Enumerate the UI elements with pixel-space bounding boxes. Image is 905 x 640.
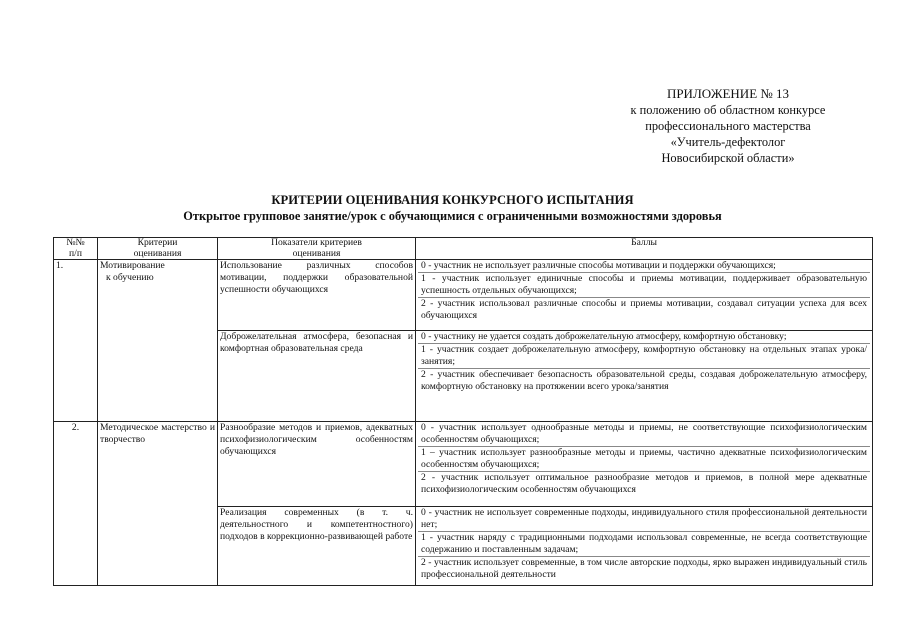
annex-line-region: Новосибирской области» bbox=[661, 151, 795, 165]
scores-cell bbox=[416, 260, 873, 331]
score-2: 2 - участник использовал различные способы и приемы мотивации, создавал ситуации успеха для всех обучающихся bbox=[418, 297, 870, 322]
table-header-row bbox=[54, 238, 873, 260]
score-1: 1 – участник использует разнообразные методы и приемы, частично адекватные психофизиологическим особенностям обучающихся; bbox=[418, 446, 870, 471]
scores-cell bbox=[416, 331, 873, 422]
table-row bbox=[54, 422, 873, 507]
table-row bbox=[54, 260, 873, 331]
criterion-name: Мотивирование bbox=[100, 260, 165, 271]
row-number: 1. bbox=[54, 260, 98, 422]
indicator-cell: Реализация современных (в т. ч. деятельностного и компетентностного) подходов в коррекционно-развивающей работе bbox=[218, 507, 416, 586]
score-1: 1 - участник создает доброжелательную атмосферу, комфортную обстановку на отдельных этапах урока/занятия; bbox=[418, 343, 870, 368]
header-scores-label: Баллы bbox=[631, 237, 657, 248]
header-criteria bbox=[98, 238, 218, 260]
criterion-name: Методическое мастерство и творчество bbox=[100, 422, 215, 445]
header-indicators-line1: Показатели критериев bbox=[271, 237, 362, 248]
header-number-line1: №№ bbox=[66, 237, 85, 248]
header-scores bbox=[416, 238, 873, 260]
header-indicators bbox=[218, 238, 416, 260]
scores-cell bbox=[416, 422, 873, 507]
header-number-line2: п/п bbox=[69, 247, 82, 259]
score-0: 0 - участнику не удается создать доброжелательную атмосферу, комфортную обстановку; bbox=[421, 331, 787, 342]
indicator-cell: Использование различных способов мотивации, поддержки образовательной успешности обучающихся bbox=[218, 260, 416, 331]
score-0: 0 - участник не использует различные способы мотивации и поддержки обучающихся; bbox=[421, 260, 776, 271]
annex-number: ПРИЛОЖЕНИЕ № 13 bbox=[666, 86, 790, 101]
document-subtitle: Открытое групповое занятие/урок с обучающимися с ограниченными возможностями здоровья bbox=[183, 209, 722, 223]
annex-line-mastery: профессионального мастерства bbox=[645, 119, 811, 133]
criteria-table bbox=[53, 237, 873, 586]
criterion-cell bbox=[98, 260, 218, 422]
header-indicators-line2: оценивания bbox=[292, 247, 341, 259]
indicator-cell: Разнообразие методов и приемов, адекватных психофизиологическим особенностям обучающихся bbox=[218, 422, 416, 507]
indicator-cell: Доброжелательная атмосфера, безопасная и комфортная образовательная среда bbox=[218, 331, 416, 422]
criterion-name-line2: к обучению bbox=[106, 272, 154, 283]
annex-header bbox=[596, 86, 860, 166]
header-criteria-line1: Критерии bbox=[137, 237, 178, 248]
document-title: КРИТЕРИИ ОЦЕНИВАНИЯ КОНКУРСНОГО ИСПЫТАНИЯ bbox=[271, 193, 634, 207]
scores-cell bbox=[416, 507, 873, 586]
score-2: 2 - участник использует оптимальное разнообразие методов и приемов, в полной мере адекватные психофизиологическим особенностям обучающихся bbox=[418, 471, 870, 496]
annex-line-contest: «Учитель-дефектолог bbox=[670, 135, 786, 149]
score-1: 1 - участник наряду с традиционными подходами использовал современные, не всегда соответствующие содержанию и поставленным задачам; bbox=[418, 531, 870, 556]
score-0: 0 - участник использует однообразные методы и приемы, не соответствующие психофизиологическим особенностям обучающихся; bbox=[421, 422, 867, 445]
header-criteria-line2: оценивания bbox=[133, 247, 182, 259]
annex-line-regulation: к положению об областном конкурсе bbox=[630, 103, 826, 117]
header-number bbox=[54, 238, 98, 260]
score-0: 0 - участник не использует современные подходы, индивидуального стиля профессиональной деятельности нет; bbox=[421, 507, 867, 530]
score-1: 1 - участник использует единичные способы и приемы мотивации, поддерживает образовательную успешность отдельных обучающихся; bbox=[418, 272, 870, 297]
criterion-cell bbox=[98, 422, 218, 586]
row-number: 2. bbox=[54, 422, 98, 586]
score-2: 2 - участник обеспечивает безопасность образовательной среды, создавая доброжелательную атмосферу, комфортную обстановку на протяжении всего урока/занятия bbox=[418, 368, 870, 393]
score-2: 2 - участник использует современные, в том числе авторские подходы, ярко выражен индивидуальный стиль профессиональной деятельности bbox=[418, 556, 870, 581]
